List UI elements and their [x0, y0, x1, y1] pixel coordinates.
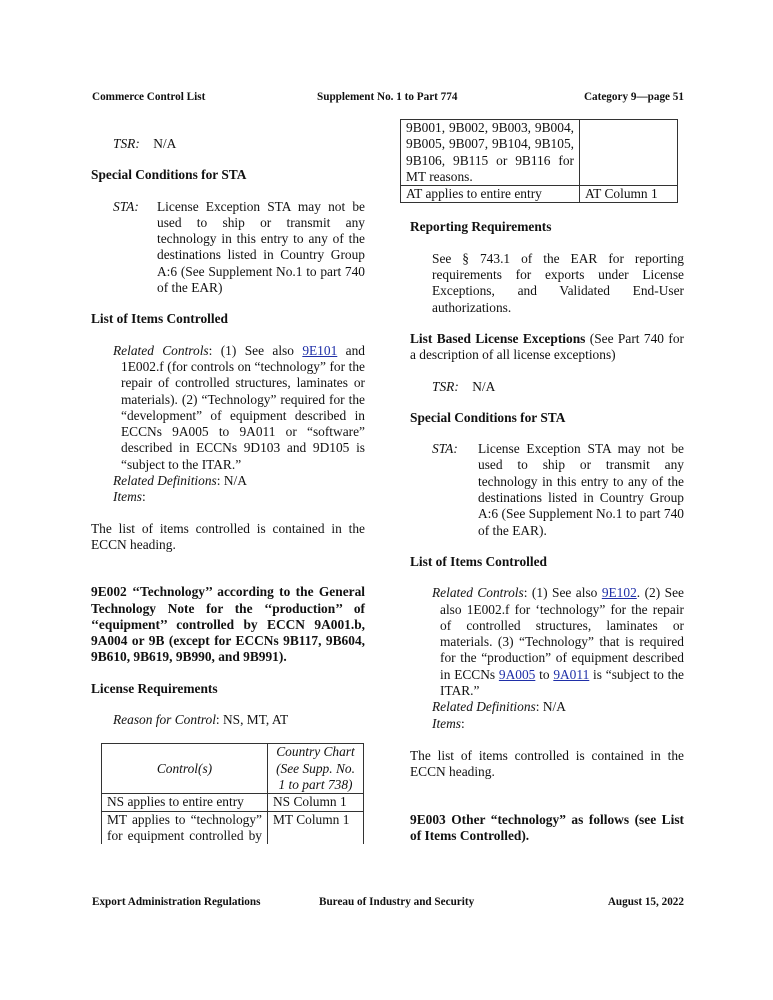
eccn-9e002-heading: 9E002 ‘‘Technology’’ according to the General Technology Note for the ‘‘production’’ of ‘‘equipment’’ controlled by ECCN 9A001.b, 9A004 or 9B (except for ECCNs 9B117, 9B604, 9B610, 9B619, 9B990, and 9B991). — [91, 584, 365, 665]
items-line-right — [432, 716, 684, 732]
table-row — [401, 186, 678, 203]
table-row — [102, 811, 364, 844]
reason-value: : NS, MT, AT — [215, 712, 289, 728]
tsr-value: N/A — [153, 136, 177, 151]
table-cell-ns-column: NS Column 1 — [268, 794, 364, 811]
footer-right: August 15, 2022 — [607, 896, 684, 908]
related-controls-label: Related Controls — [113, 342, 209, 358]
sta-text-right: License Exception STA may not be used to ship or transmit any technology in this entry to any of the destinations listed in Country Group A:6 (See Supplement No.1 to part 740 of the EAR). — [478, 441, 684, 538]
reason-label: Reason for Control — [113, 712, 216, 728]
rc-text-2: . (2) See also 1E002.f for ‘technology” for the repair of controlled structures, laminates or materials. (3) “Technology” that is required for the “production” of equipment described in ECCNs — [440, 585, 684, 682]
list-text: The list of items controlled is contained in the ECCN heading. — [91, 520, 365, 552]
table-header-controls: Control(s) — [102, 744, 268, 794]
special-conditions-heading: Special Conditions for STA — [91, 167, 247, 183]
lble-text: (See Part 740 for a description of all license exceptions) — [410, 330, 684, 363]
related-controls-text-2: and 1E002.f (for controls on “technology” for the repair of controlled structures, laminates or materials). (2) “Technology” required for the “development” of equipment described in ECCNs 9A005 to 9A011 or “software” described in ECCNs 9D103 and 9D105 is “subject to the ITAR.” — [121, 342, 365, 472]
license-requirements-heading: License Requirements — [91, 680, 218, 696]
table-row — [102, 794, 364, 811]
items-colon: : — [142, 489, 146, 505]
related-controls-right — [432, 585, 684, 699]
related-controls-text: : (1) See also — [208, 342, 303, 358]
related-definitions-value: : N/A — [216, 473, 247, 489]
link-9e101[interactable]: 9E101 — [302, 342, 338, 358]
sta-text: License Exception STA may not be used to ship or transmit any technology in this entry to any of the destinations listed in Country Group A:6 (See Supplement No.1 to part 740 of the EAR) — [157, 198, 365, 296]
related-definitions — [113, 473, 365, 489]
lble-block — [410, 331, 684, 364]
list-items-heading-right: List of Items Controlled — [410, 553, 547, 569]
related-definitions-right — [432, 699, 684, 715]
related-controls-block-right — [410, 585, 684, 732]
sta-label: STA: — [113, 198, 139, 214]
footer-center: Bureau of Industry and Security — [319, 896, 475, 908]
tsr-value-right: N/A — [472, 378, 496, 394]
related-definitions-label: Related Definitions — [113, 473, 217, 489]
related-controls — [113, 343, 365, 473]
footer-left: Export Administration Regulations — [92, 896, 261, 908]
tsr-label: TSR: — [113, 136, 140, 151]
link-9e102[interactable]: 9E102 — [601, 585, 637, 601]
right-column — [406, 119, 684, 844]
header-left: Commerce Control List — [92, 91, 206, 103]
sta-label-right: STA: — [432, 441, 458, 457]
items-label-right: Items — [432, 715, 462, 731]
related-definitions-value-right: : N/A — [535, 699, 566, 715]
reason-for-control — [91, 712, 365, 728]
header-center: Supplement No. 1 to Part 774 — [317, 91, 458, 103]
table-cell-at-column: AT Column 1 — [580, 186, 678, 203]
link-9a005[interactable]: 9A005 — [498, 666, 536, 682]
items-label: Items — [113, 489, 143, 505]
table-cell-empty — [580, 120, 678, 186]
sta-block-right — [410, 441, 684, 539]
tsr-line — [91, 136, 365, 152]
lble-heading: List Based License Exceptions — [410, 330, 586, 346]
control-table-part1 — [101, 743, 364, 844]
table-cell-mt-part1: MT applies to “technology” for equipment controlled by — [102, 811, 268, 844]
control-table-part2 — [400, 119, 678, 203]
left-column — [91, 118, 365, 844]
related-controls-label-right: Related Controls — [432, 585, 524, 601]
table-cell-mt-part2: 9B001, 9B002, 9B003, 9B004, 9B005, 9B007, 9B104, 9B105, 9B106, 9B115 or 9B116 for MT reasons. — [401, 120, 580, 186]
table-cell-mt-column: MT Column 1 — [268, 811, 364, 844]
sta-block — [91, 199, 365, 297]
related-controls-block — [91, 343, 365, 506]
eccn-9e003-heading: 9E003 Other “technology” as follows (see List of Items Controlled). — [410, 811, 684, 843]
rc-text-1: : (1) See also — [523, 585, 602, 601]
rc-text-3: to — [535, 666, 554, 682]
tsr-line-right — [410, 379, 684, 395]
rc-text-4: is “subject to the ITAR.” — [440, 666, 684, 699]
table-header-country-chart: Country Chart (See Supp. No. 1 to part 738) — [268, 744, 364, 794]
items-colon-right: : — [461, 715, 465, 731]
tsr-label-right: TSR: — [432, 378, 459, 394]
table-row — [401, 120, 678, 186]
link-9a011[interactable]: 9A011 — [553, 666, 590, 682]
related-definitions-label-right: Related Definitions — [432, 699, 536, 715]
reporting-text: See § 743.1 of the EAR for reporting requirements for exports under License Exceptions, and Validated End-User authorizations. — [432, 250, 684, 315]
list-items-heading: List of Items Controlled — [91, 311, 228, 327]
special-conditions-heading-right: Special Conditions for STA — [410, 409, 566, 425]
table-cell-at: AT applies to entire entry — [401, 186, 580, 203]
table-header-row — [102, 744, 364, 794]
items-line — [113, 489, 365, 505]
reporting-heading: Reporting Requirements — [410, 219, 552, 235]
list-text-right: The list of items controlled is contained in the ECCN heading. — [410, 747, 684, 780]
header-right: Category 9—page 51 — [583, 91, 684, 103]
table-cell-ns: NS applies to entire entry — [102, 794, 268, 811]
